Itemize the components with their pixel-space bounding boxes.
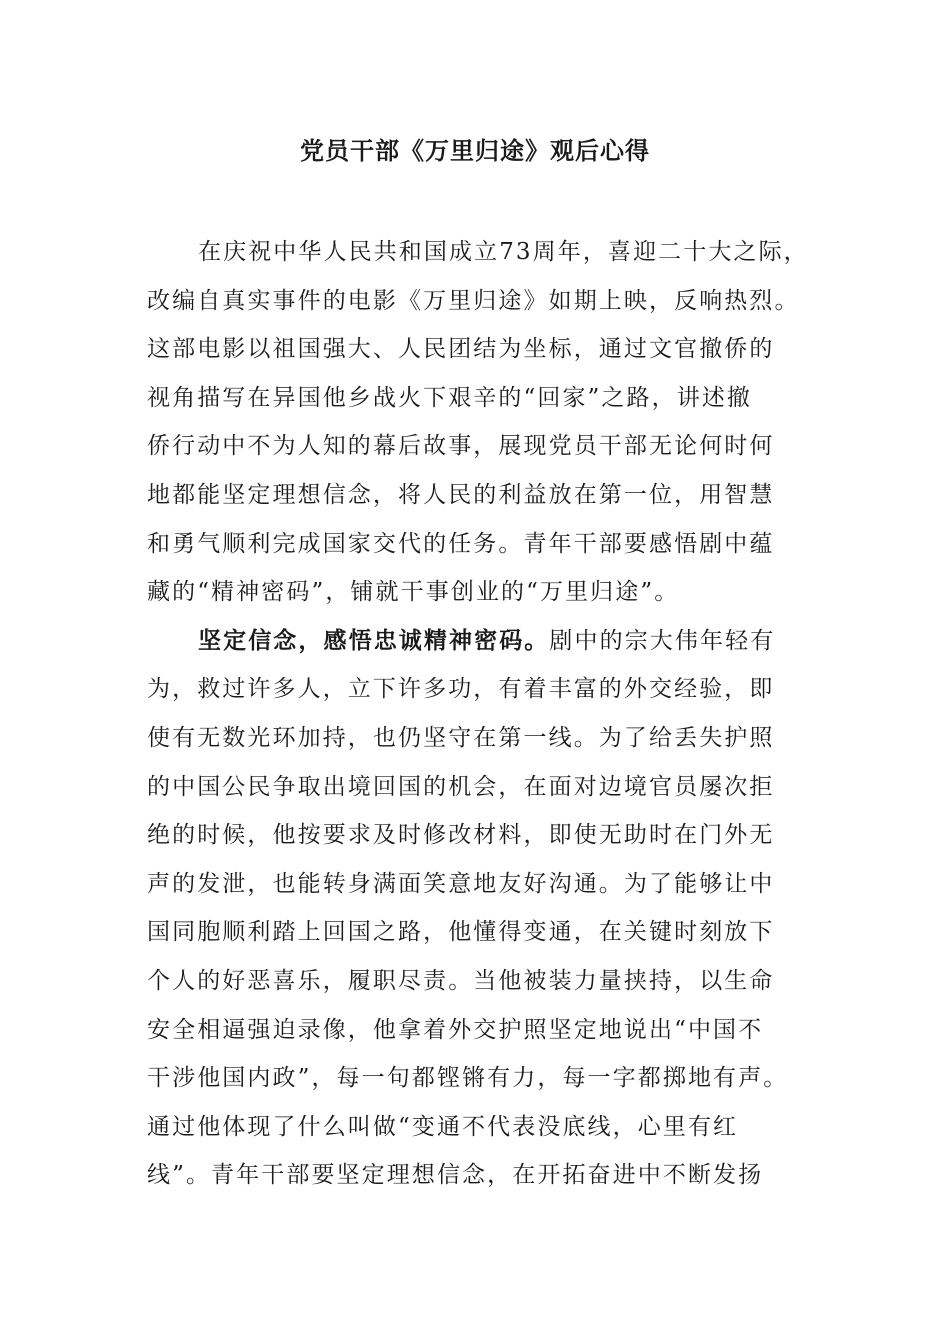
paragraph-line: 绝的时候，他按要求及时修改材料，即使无助时在门外无: [147, 822, 775, 849]
paragraph-line: 通过他体现了什么叫做“变通不代表没底线，心里有红: [147, 1113, 739, 1140]
paragraph-line: 线”。青年干部要坚定理想信念，在开拓奋进中不断发扬: [147, 1162, 764, 1189]
paragraph-line: 使有无数光环加持，也仍坚守在第一线。为了给丢失护照: [147, 724, 775, 751]
section-heading: 坚定信念，感悟忠诚精神密码。: [198, 626, 550, 654]
paragraph-line: 国同胞顺利踏上回国之路，他懂得变通，在关键时刻放下: [147, 919, 775, 946]
paragraph-line: 安全相逼强迫录像，他拿着外交护照坚定地说出“中国不: [147, 1016, 764, 1043]
paragraph-line: 干涉他国内政”，每一句都铿锵有力，每一字都掷地有声。: [147, 1065, 789, 1092]
paragraph-faith: [147, 617, 817, 1200]
paragraph-intro: [147, 228, 817, 617]
paragraph-line-rest: 剧中的宗大伟年轻有: [549, 627, 776, 654]
paragraph-line: 这部电影以祖国强大、人民团结为坐标，通过文官撤侨的: [147, 336, 775, 363]
paragraph-line: 个人的好恶喜乐，履职尽责。当他被装力量挟持，以生命: [147, 967, 775, 994]
paragraph-first-line: [147, 617, 817, 666]
paragraph-line: 为，救过许多人，立下许多功，有着丰富的外交经验，即: [147, 676, 775, 703]
paragraph-line: 声的发泄，也能转身满面笑意地友好沟通。为了能够让中: [147, 870, 775, 897]
paragraph-line: 视角描写在异国他乡战火下艰辛的“回家”之路，讲述撤: [147, 384, 753, 411]
paragraph-line: 侨行动中不为人知的幕后故事，展现党员干部无论何时何: [147, 433, 775, 460]
paragraph-line: 改编自真实事件的电影《万里归途》如期上映，反响热烈。: [147, 287, 800, 314]
document-body: [147, 228, 817, 1200]
document-title: 党员干部《万里归途》观后心得: [300, 136, 650, 165]
paragraph-line: 地都能坚定理想信念，将人民的利益放在第一位，用智慧: [147, 481, 775, 508]
paragraph-line: 在庆祝中华人民共和国成立73周年，喜迎二十大之际，: [198, 239, 809, 265]
paragraph-line: 的中国公民争取出境回国的机会，在面对边境官员屡次拒: [147, 773, 775, 800]
paragraph-line: 和勇气顺利完成国家交代的任务。青年干部要感悟剧中蕴: [147, 530, 775, 557]
paragraph-line: 藏的“精神密码”，铺就干事创业的“万里归途”。: [147, 579, 680, 606]
